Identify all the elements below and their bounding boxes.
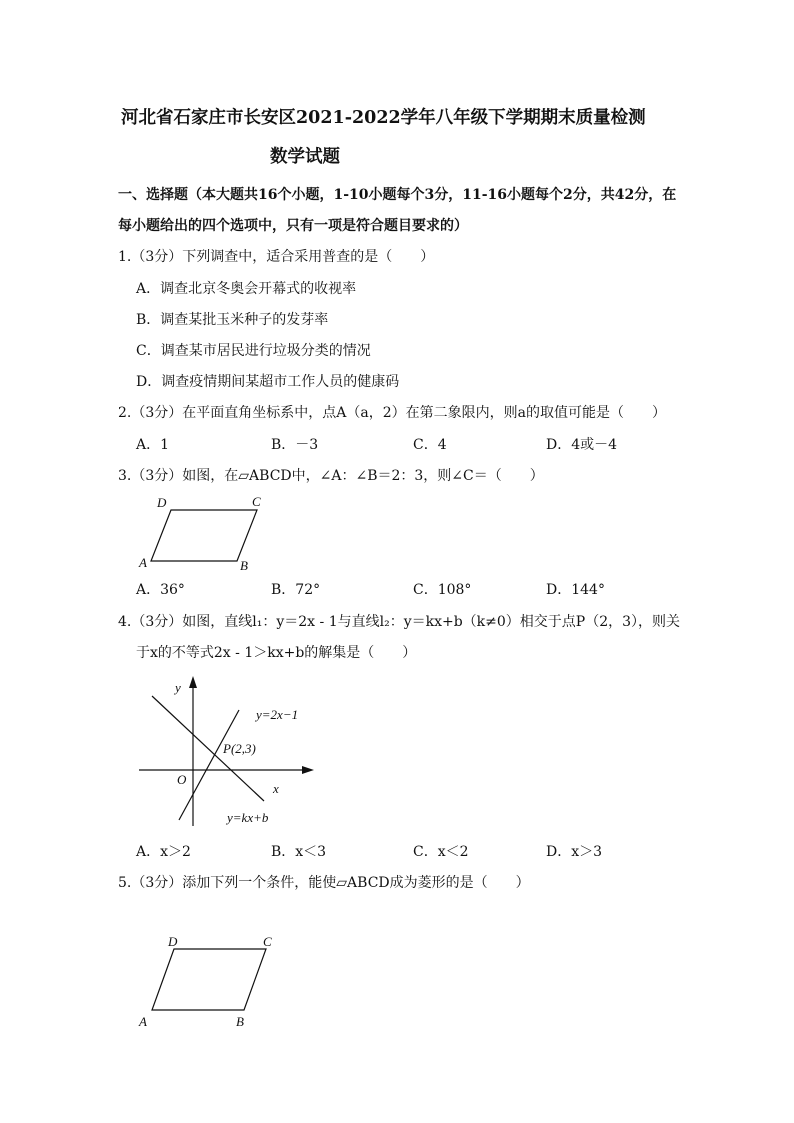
- question-3-parallelogram-figure: [130, 490, 280, 575]
- question-4-option-c: C．x＜2: [413, 844, 469, 860]
- question-5-parallelogram-figure: [130, 925, 290, 1035]
- section-header-line2: 每小题给出的四个选项中，只有一项是符合题目要求的）: [118, 218, 468, 234]
- question-4-stem-line1: 4.（3分）如图，直线l₁：y＝2x - 1与直线l₂：y＝kx+b（k≠0）相交于点P（2，3），则关: [118, 614, 681, 630]
- question-2-option-c: C．4: [413, 437, 447, 453]
- vertex-label-d: D: [168, 934, 178, 949]
- question-2-option-a: A．1: [136, 437, 170, 453]
- question-4-option-d: D．x＞3: [546, 844, 603, 860]
- y-axis-arrow: [189, 676, 197, 688]
- section-header-line1: 一、选择题（本大题共16个小题，1-10小题每个3分，11-16小题每个2分，共42分，在: [118, 187, 677, 203]
- question-5-stem: 5.（3分）添加下列一个条件，能使▱ABCD成为菱形的是（ ）: [118, 875, 530, 891]
- vertex-label-a: A: [139, 1014, 147, 1029]
- question-4-coordinate-figure: [130, 670, 330, 835]
- question-2-option-d: D．4或－4: [546, 437, 618, 453]
- parallelogram-shape: [151, 510, 257, 561]
- question-1-option-a: A．调查北京冬奥会开幕式的收视率: [136, 281, 357, 297]
- question-3-option-c: C．108°: [413, 582, 472, 598]
- page-subtitle: 数学试题: [270, 147, 340, 167]
- vertex-label-d: D: [157, 495, 167, 510]
- question-1-option-c: C．调查某市居民进行垃圾分类的情况: [136, 343, 371, 359]
- y-axis-label: y: [175, 680, 181, 695]
- question-3-option-d: D．144°: [546, 582, 605, 598]
- x-axis-label: x: [273, 781, 279, 796]
- question-4-option-a: A．x＞2: [136, 844, 191, 860]
- question-3-stem: 3.（3分）如图，在▱ABCD中，∠A：∠B＝2：3，则∠C＝（ ）: [118, 468, 544, 484]
- origin-label: O: [177, 772, 187, 787]
- vertex-label-c: C: [263, 934, 272, 949]
- vertex-label-b: B: [240, 558, 248, 573]
- question-1-option-d: D．调查疫情期间某超市工作人员的健康码: [136, 374, 400, 390]
- question-1-option-b: B．调查某批玉米种子的发芽率: [136, 312, 329, 328]
- question-2-option-b: B．－3: [271, 437, 319, 453]
- vertex-label-b: B: [236, 1014, 244, 1029]
- vertex-label-a: A: [139, 555, 147, 570]
- question-4-option-b: B．x＜3: [271, 844, 327, 860]
- question-3-option-b: B．72°: [271, 582, 321, 598]
- question-1-stem: 1.（3分）下列调查中，适合采用普查的是（ ）: [118, 249, 435, 265]
- question-4-stem-line2: 于x的不等式2x - 1＞kx+b的解集是（ ）: [136, 645, 417, 661]
- question-2-stem: 2.（3分）在平面直角坐标系中，点A（a，2）在第二象限内，则a的取值可能是（ ）: [118, 405, 666, 421]
- page-title: 河北省石家庄市长安区2021-2022学年八年级下学期期末质量检测: [121, 108, 646, 128]
- vertex-label-c: C: [252, 494, 261, 509]
- point-p-label: P(2,3): [223, 741, 256, 756]
- question-3-option-a: A．36°: [136, 582, 185, 598]
- line-l2-label: y=kx+b: [227, 810, 269, 825]
- line-l1-label: y=2x−1: [256, 707, 299, 722]
- line-l1: [179, 710, 239, 820]
- parallelogram-shape: [152, 949, 266, 1010]
- x-axis-arrow: [302, 766, 314, 774]
